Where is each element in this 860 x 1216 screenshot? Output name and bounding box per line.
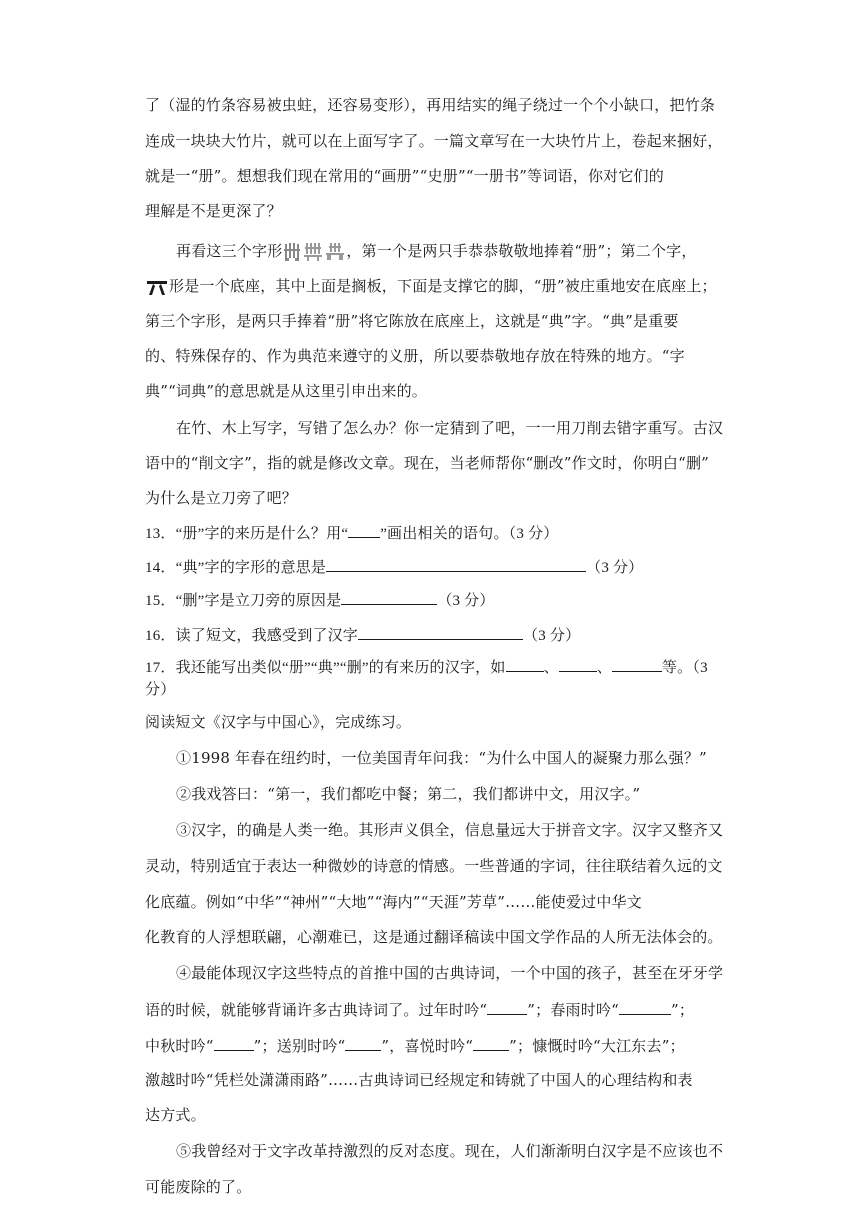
paragraph-line xyxy=(176,241,725,262)
answer-blank[interactable] xyxy=(473,1035,509,1051)
answer-blank[interactable] xyxy=(341,589,437,605)
ancient-glyph-dian-full-icon xyxy=(325,242,345,262)
question-17-cont: 分） xyxy=(145,682,176,698)
question-15 xyxy=(145,589,725,611)
paragraph-line: 可能废除的了。 xyxy=(145,1178,252,1196)
text-span: 语的时候，就能够背诵许多古典诗词了。过年时吟“ xyxy=(145,1001,488,1019)
question-text: 16．读了短文，我感受到了汉字 xyxy=(145,628,359,644)
question-score: 等。（3 xyxy=(661,660,708,676)
question-16 xyxy=(145,624,725,646)
paragraph-line: 激越时吟“凭栏处潇潇雨路”……古典诗词已经规定和铸就了中国人的心理结构和表 xyxy=(145,1071,693,1089)
question-14 xyxy=(145,556,725,578)
text-span: ”；送别时吟“ xyxy=(253,1037,346,1055)
paragraph-line: 就是一“册”。想想我们现在常用的“画册”“史册”“一册书”等词语，你对它们的 xyxy=(145,167,664,185)
text-span: 形是一个底座，其中上面是搁板，下面是支撑它的脚，“册”被庄重地安在底座上； xyxy=(169,277,717,295)
paragraph-line: 为什么是立刀旁了吧？ xyxy=(145,489,298,507)
text-span: 再看这三个字形 xyxy=(176,242,283,260)
question-text: 17．我还能写出类似“册”“典”“删”的有来历的汉字，如 xyxy=(145,660,506,676)
answer-blank[interactable] xyxy=(559,656,597,672)
paragraph-line xyxy=(145,999,725,1020)
section-intro: 阅读短文《汉字与中国心》，完成练习。 xyxy=(145,715,412,731)
question-text: 15．“删”字是立刀旁的原因是 xyxy=(145,593,342,609)
ancient-glyph-dian-base-icon xyxy=(303,242,323,262)
question-13 xyxy=(145,522,725,544)
answer-blank[interactable] xyxy=(326,556,586,572)
text-span: ”；慷慨时吟“大江东去”； xyxy=(509,1037,685,1055)
paragraph-line: 化底蕴。例如“中华”“神州”“大地”“海内”“天涯”芳草”……能使爱过中华文 xyxy=(145,893,642,911)
paragraph-line: 的、特殊保存的、作为典范来遵守的义册，所以要恭敬地存放在特殊的地方。“字 xyxy=(145,347,685,365)
paragraph-line: ①1998 年春在纽约时，一位美国青年问我：“为什么中国人的凝聚力那么强？” xyxy=(176,749,707,767)
question-score: （3 分） xyxy=(437,593,495,609)
answer-blank[interactable] xyxy=(619,999,671,1015)
paragraph-line: 连成一块块大竹片，就可以在上面写字了。一篇文章写在一大块竹片上，卷起来捆好， xyxy=(145,132,723,150)
answer-blank[interactable] xyxy=(612,656,662,672)
question-text: ”画出相关的语句。（3 分） xyxy=(380,526,559,542)
paragraph-line xyxy=(145,1035,725,1056)
paragraph-line: 了（湿的竹条容易被虫蛀，还容易变形），再用结实的绳子绕过一个个小缺口，把竹条 xyxy=(145,96,716,114)
question-score: （3 分） xyxy=(586,560,644,576)
answer-blank[interactable] xyxy=(345,1035,381,1051)
question-17 xyxy=(145,656,725,678)
ancient-glyph-hands-holding-ce-icon xyxy=(283,242,301,262)
text-span: 中秋时吟“ xyxy=(145,1037,214,1055)
paragraph-line: 理解是不是更深了？ xyxy=(145,202,282,220)
paragraph-line: ⑤我曾经对于文字改革持激烈的反对态度。现在，人们渐渐明白汉字是不应该也不 xyxy=(176,1142,724,1160)
separator: 、 xyxy=(543,660,559,676)
answer-blank[interactable] xyxy=(214,1035,254,1051)
answer-blank[interactable] xyxy=(487,999,527,1015)
ancient-glyph-stand-icon xyxy=(146,278,168,296)
text-span: ，第一个是两只手恭恭敬敬地捧着“册”；第二个字， xyxy=(346,242,697,260)
answer-blank[interactable] xyxy=(348,522,380,538)
paragraph-line: ③汉字，的确是人类一绝。其形声义俱全，信息量远大于拼音文字。汉字又整齐又 xyxy=(176,821,724,839)
paragraph-line: 灵动，特别适宜于表达一种微妙的诗意的情感。一些普通的字词，往往联结着久远的文 xyxy=(145,857,723,875)
answer-blank[interactable] xyxy=(506,656,544,672)
paragraph-line: 典”“词典”的意思就是从这里引申出来的。 xyxy=(145,382,428,400)
paragraph-line: 第三个字形，是两只手捧着“册”将它陈放在底座上，这就是“典”字。“典”是重要 xyxy=(145,312,679,330)
question-text: 14．“典”字的字形的意思是 xyxy=(145,560,327,576)
separator: 、 xyxy=(596,660,612,676)
text-span: ”；春雨时吟“ xyxy=(527,1001,620,1019)
question-text: 13．“册”字的来历是什么？用“ xyxy=(145,526,349,542)
answer-blank[interactable] xyxy=(358,624,523,640)
paragraph-line: 在竹、木上写字，写错了怎么办？你一定猜到了吧，一一用刀削去错字重写。古汉 xyxy=(176,419,724,437)
paragraph-line: 语中的“削文字”，指的就是修改文章。现在，当老师帮你“删改”作文时，你明白“删” xyxy=(145,454,710,472)
paragraph-line: 化教育的人浮想联翩，心潮难已，这是通过翻译稿读中国文学作品的人所无法体会的。 xyxy=(145,928,723,946)
paragraph-line: ②我戏答曰：“第一，我们都吃中餐；第二，我们都讲中文，用汉字。” xyxy=(176,785,641,803)
paragraph-line: 达方式。 xyxy=(145,1106,206,1124)
question-score: （3 分） xyxy=(523,628,581,644)
paragraph-line xyxy=(145,276,725,296)
paragraph-line: ④最能体现汉字这些特点的首推中国的古典诗词，一个中国的孩子，甚至在牙牙学 xyxy=(176,964,724,982)
text-span: ”； xyxy=(671,1001,695,1019)
text-span: ”，喜悦时吟“ xyxy=(381,1037,474,1055)
